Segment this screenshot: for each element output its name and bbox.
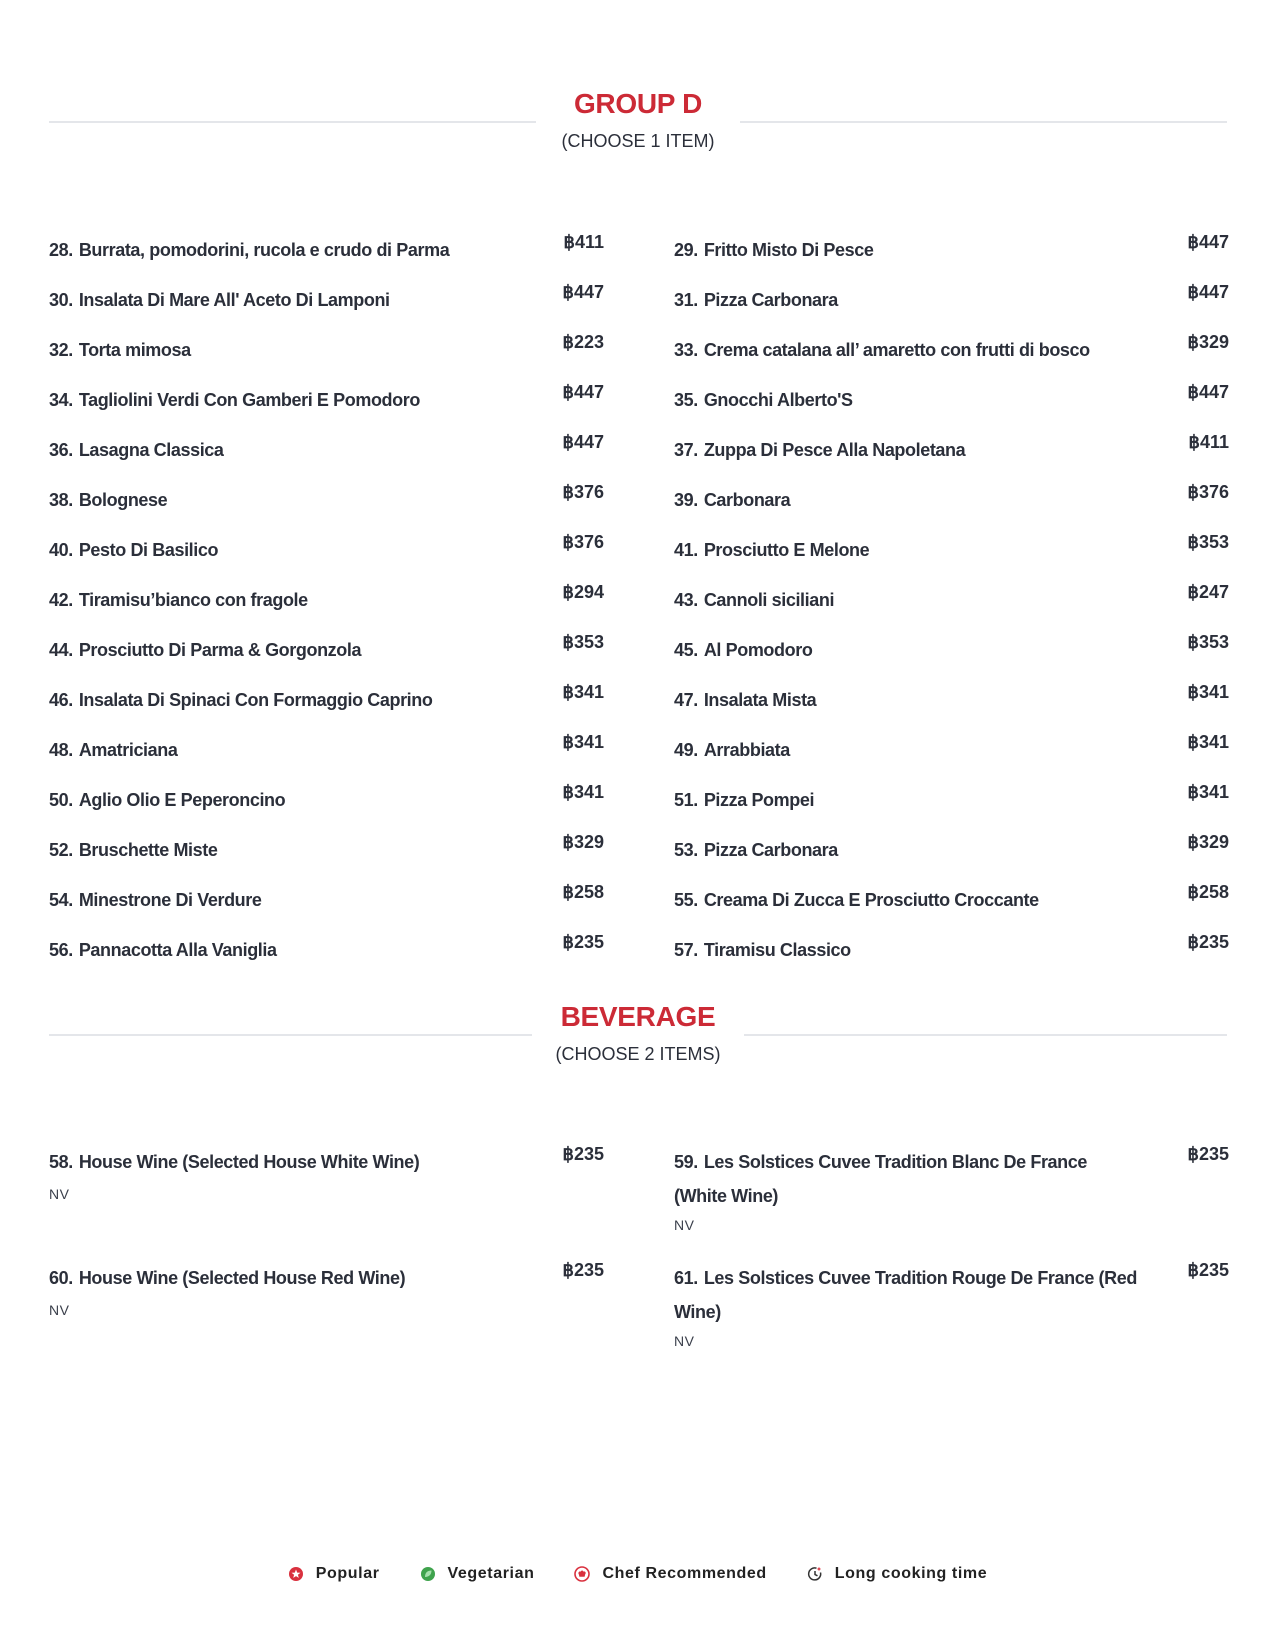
menu-item-number: 28. [49, 240, 73, 260]
menu-item-price: ฿235 [562, 1144, 604, 1164]
menu-item-label: Pizza Pompei [703, 790, 815, 810]
legend-item-vegetarian [420, 1565, 535, 1583]
menu-item-number: 42. [49, 590, 73, 610]
menu-item-name [674, 1261, 1144, 1329]
section-subtitle: (CHOOSE 1 ITEM) [561, 131, 715, 151]
menu-item-price: ฿223 [562, 332, 604, 352]
section-title: BEVERAGE [560, 1001, 716, 1032]
menu-item-price: ฿341 [562, 732, 604, 752]
menu-item-number: 51. [674, 790, 698, 810]
menu-item-note: NV [49, 1302, 70, 1318]
menu-item-number: 49. [674, 740, 698, 760]
menu-item-label: House Wine (Selected House Red Wine) [78, 1268, 406, 1288]
menu-item-price: ฿341 [1187, 782, 1229, 802]
menu-item-number: 41. [674, 540, 698, 560]
menu-item-note: NV [49, 1186, 70, 1202]
menu-item-price: ฿294 [562, 582, 604, 602]
clock-icon [807, 1566, 823, 1582]
menu-item-number: 37. [674, 440, 698, 460]
menu-item-name [49, 583, 519, 617]
menu-item-name [49, 833, 519, 867]
menu-item-name [674, 483, 1144, 517]
menu-item-name [674, 733, 1144, 767]
menu-item-name [49, 783, 519, 817]
menu-item-number: 45. [674, 640, 698, 660]
menu-item-number: 55. [674, 890, 698, 910]
menu-item-number: 36. [49, 440, 73, 460]
menu-item-name [674, 633, 1144, 667]
menu-item-price: ฿329 [1187, 332, 1229, 352]
menu-item-price: ฿376 [1187, 482, 1229, 502]
menu-item-label: Fritto Misto Di Pesce [703, 240, 874, 260]
section-title: GROUP D [573, 88, 703, 119]
menu-item-label: Arrabbiata [703, 740, 790, 760]
menu-item-price: ฿447 [1187, 382, 1229, 402]
menu-item-number: 38. [49, 490, 73, 510]
menu-item-name [49, 383, 519, 417]
menu-item-label: Tagliolini Verdi Con Gamberi E Pomodoro [78, 390, 420, 410]
menu-item-name [49, 483, 519, 517]
menu-item-price: ฿235 [562, 1260, 604, 1280]
menu-item-price: ฿235 [1187, 932, 1229, 952]
section-subtitle: (CHOOSE 2 ITEMS) [555, 1044, 721, 1064]
menu-item-name [49, 633, 519, 667]
menu-item-price: ฿353 [562, 632, 604, 652]
menu-item-name [49, 533, 519, 567]
legend [0, 1559, 1275, 1589]
menu-item-number: 44. [49, 640, 73, 660]
menu-item-name [49, 1261, 519, 1295]
menu-item-label: Creama Di Zucca E Prosciutto Croccante [703, 890, 1039, 910]
menu-item-number: 48. [49, 740, 73, 760]
menu-item-price: ฿235 [1187, 1260, 1229, 1280]
menu-item-name [49, 733, 519, 767]
menu-item-number: 35. [674, 390, 698, 410]
menu-item-number: 46. [49, 690, 73, 710]
menu-item-number: 40. [49, 540, 73, 560]
group-d-section [49, 86, 1229, 960]
menu-item-number: 54. [49, 890, 73, 910]
menu-item-price: ฿235 [562, 932, 604, 952]
legend-label: Vegetarian [447, 1565, 535, 1582]
star-icon [288, 1566, 304, 1582]
menu-item-price: ฿341 [1187, 732, 1229, 752]
menu-item-name [49, 683, 519, 717]
beverage-header [49, 999, 1227, 1089]
group-d-header [49, 86, 1227, 176]
menu-item-name [674, 783, 1144, 817]
leaf-icon [420, 1566, 436, 1582]
menu-item-name [49, 233, 519, 267]
menu-item-label: Al Pomodoro [703, 640, 813, 660]
menu-item-number: 57. [674, 940, 698, 960]
menu-item-label: Bolognese [78, 490, 168, 510]
menu-item-name [674, 383, 1144, 417]
legend-label: Chef Recommended [602, 1565, 767, 1582]
menu-item-name [674, 683, 1144, 717]
menu-item-number: 59. [674, 1152, 698, 1172]
menu-item-label: Insalata Di Mare All' Aceto Di Lamponi [78, 290, 390, 310]
menu-item-label: Bruschette Miste [78, 840, 218, 860]
menu-item-number: 56. [49, 940, 73, 960]
menu-item-label: Torta mimosa [78, 340, 191, 360]
menu-item-price: ฿258 [1187, 882, 1229, 902]
menu-item-name [49, 333, 519, 367]
legend-item-long-cooking [807, 1565, 987, 1583]
menu-item-name [674, 533, 1144, 567]
menu-item-number: 43. [674, 590, 698, 610]
menu-item-label: Pesto Di Basilico [78, 540, 219, 560]
menu-item-name [674, 1145, 1144, 1213]
menu-item-price: ฿411 [1188, 432, 1229, 452]
menu-item-number: 30. [49, 290, 73, 310]
menu-item-label: Lasagna Classica [78, 440, 224, 460]
menu-item-price: ฿447 [1187, 232, 1229, 252]
menu-item-name [49, 1145, 519, 1179]
menu-item-number: 47. [674, 690, 698, 710]
menu-item-label: Crema catalana all’ amaretto con frutti di bosco [703, 340, 1090, 360]
menu-item-name [674, 433, 1144, 467]
menu-item-label: Minestrone Di Verdure [78, 890, 262, 910]
menu-item-price: ฿353 [1187, 632, 1229, 652]
menu-item-name [674, 933, 1144, 967]
menu-item-label: Prosciutto E Melone [703, 540, 870, 560]
menu-item-price: ฿247 [1187, 582, 1229, 602]
menu-item-label: Pannacotta Alla Vaniglia [78, 940, 277, 960]
menu-item-price: ฿447 [562, 382, 604, 402]
menu-item-price: ฿447 [562, 282, 604, 302]
menu-item-price: ฿258 [562, 882, 604, 902]
menu-item-label: Pizza Carbonara [703, 290, 838, 310]
menu-item-label: Burrata, pomodorini, rucola e crudo di Parma [78, 240, 450, 260]
menu-item-price: ฿447 [1187, 282, 1229, 302]
menu-item-number: 61. [674, 1268, 698, 1288]
menu-item-label: House Wine (Selected House White Wine) [78, 1152, 420, 1172]
menu-item-number: 29. [674, 240, 698, 260]
legend-item-chef-recommended [574, 1565, 766, 1583]
menu-item-number: 32. [49, 340, 73, 360]
menu-item-price: ฿376 [562, 482, 604, 502]
menu-item-price: ฿329 [562, 832, 604, 852]
menu-item-label: Insalata Mista [703, 690, 817, 710]
menu-item-label: Prosciutto Di Parma & Gorgonzola [78, 640, 362, 660]
menu-item-name [674, 833, 1144, 867]
menu-item-number: 58. [49, 1152, 73, 1172]
menu-item-price: ฿235 [1187, 1144, 1229, 1164]
menu-item-price: ฿341 [562, 782, 604, 802]
menu-item-price: ฿411 [563, 232, 604, 252]
chef-hat-icon [574, 1566, 590, 1582]
menu-item-label: Cannoli siciliani [703, 590, 835, 610]
menu-item-label: Zuppa Di Pesce Alla Napoletana [703, 440, 966, 460]
menu-item-name [674, 283, 1144, 317]
menu-item-price: ฿341 [562, 682, 604, 702]
menu-item-label: Gnocchi Alberto'S [703, 390, 853, 410]
menu-item-label: Amatriciana [78, 740, 178, 760]
menu-item-price: ฿376 [562, 532, 604, 552]
menu-item-number: 50. [49, 790, 73, 810]
menu-item-name [674, 233, 1144, 267]
menu-item-name [674, 883, 1144, 917]
menu-item-number: 39. [674, 490, 698, 510]
menu-item-price: ฿447 [562, 432, 604, 452]
menu-item-number: 60. [49, 1268, 73, 1288]
menu-item-label: Les Solstices Cuvee Tradition Rouge De France (Red Wine) [674, 1268, 1137, 1322]
menu-item-name [49, 933, 519, 967]
menu-item-label: Les Solstices Cuvee Tradition Blanc De France (White Wine) [674, 1152, 1087, 1206]
menu-item-label: Tiramisu Classico [703, 940, 851, 960]
menu-item-name [49, 283, 519, 317]
menu-item-number: 52. [49, 840, 73, 860]
menu-item-number: 53. [674, 840, 698, 860]
menu-item-label: Carbonara [703, 490, 791, 510]
menu-item-label: Pizza Carbonara [703, 840, 838, 860]
menu-item-name [49, 433, 519, 467]
menu-item-note: NV [674, 1333, 695, 1349]
menu-item-number: 34. [49, 390, 73, 410]
legend-label: Popular [315, 1565, 380, 1582]
menu-item-name [674, 333, 1144, 367]
menu-item-name [674, 583, 1144, 617]
menu-item-note: NV [674, 1217, 695, 1233]
menu-item-label: Insalata Di Spinaci Con Formaggio Caprino [78, 690, 433, 710]
menu-item-number: 33. [674, 340, 698, 360]
menu-item-price: ฿341 [1187, 682, 1229, 702]
legend-label: Long cooking time [834, 1565, 988, 1582]
beverage-section [49, 999, 1229, 1349]
menu-item-name [49, 883, 519, 917]
menu-item-label: Tiramisu’bianco con fragole [78, 590, 308, 610]
legend-item-popular [288, 1565, 380, 1583]
menu-item-number: 31. [674, 290, 698, 310]
menu-item-price: ฿353 [1187, 532, 1229, 552]
menu-item-label: Aglio Olio E Peperoncino [78, 790, 286, 810]
menu-item-price: ฿329 [1187, 832, 1229, 852]
